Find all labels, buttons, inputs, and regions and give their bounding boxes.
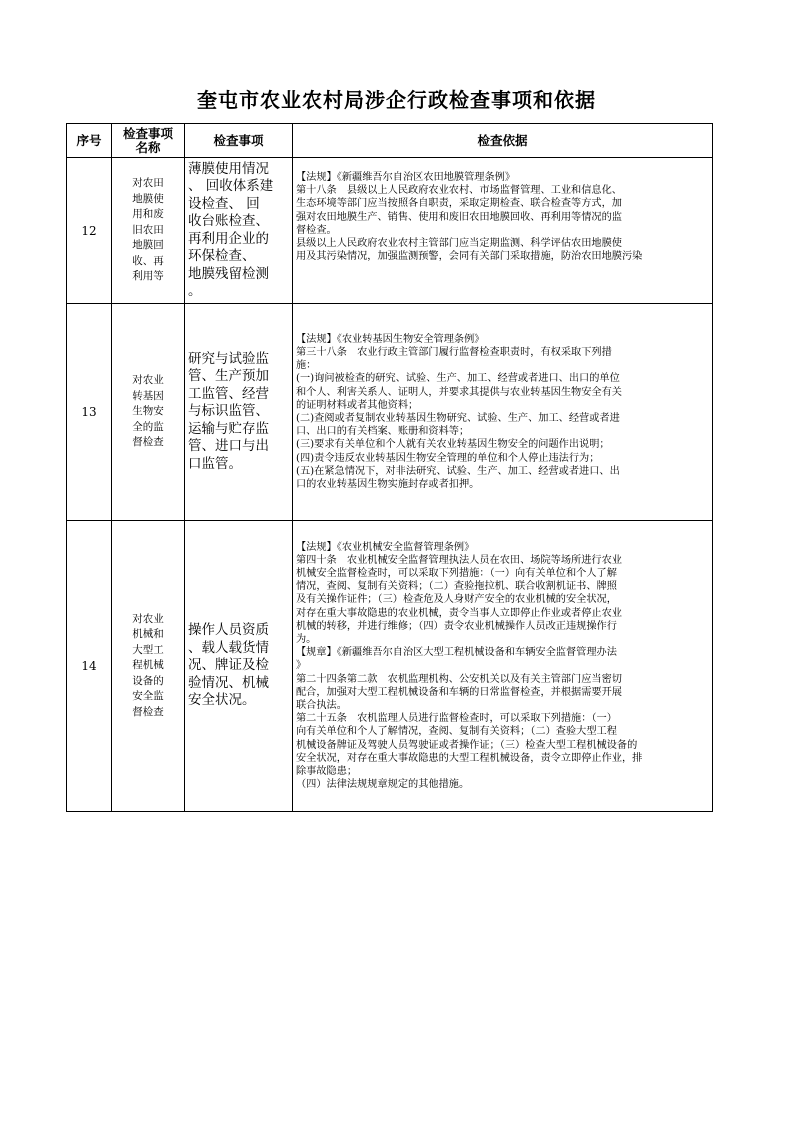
inspection-basis-line: 的证明材料或者其他资料； xyxy=(296,399,419,411)
inspection-basis-line: 机械设备牌证及驾驶人员驾驶证或者操作证；（三）检查大型工程机械设备的 xyxy=(296,739,638,751)
inspection-basis-line: 生态环境等部门应当按照各自职责，采取定期检查、联合检查等方式，加 xyxy=(296,198,622,210)
inspection-item-line: 况、牌证及检 xyxy=(188,657,269,674)
inspection-basis-line: (三)要求有关单位和个人就有关农业转基因生物安全的问题作出说明； xyxy=(296,439,610,451)
inspection-basis-line: 机械的转移，并进行维修；（四）责令农业机械操作人员改正违规操作行 xyxy=(296,620,617,632)
inspection-name-line: 转基因 xyxy=(132,389,164,402)
inspection-basis-line: 安全状况，对存在重大事故隐患的大型工程机械设备，责令立即停止作业，排 xyxy=(296,752,643,764)
inspection-basis-text xyxy=(296,541,709,792)
header-basis: 检查依据 xyxy=(293,124,713,158)
inspection-name-cell xyxy=(112,304,185,521)
inspection-item-line: 薄膜使用情况 xyxy=(188,160,269,177)
inspection-basis-line: 第二十五条 农机监理人员进行监督检查时，可以采取下列措施：（一） xyxy=(296,713,617,725)
row-number: 13 xyxy=(67,304,112,521)
header-name-line1: 检查事项 xyxy=(122,125,173,141)
inspection-name-line: 机械和 xyxy=(132,628,164,641)
inspection-item-line: 研究与试验监 xyxy=(188,350,269,367)
inspection-basis-line: 县级以上人民政府农业农村主管部门应当定期监测、科学评估农田地膜使 xyxy=(296,238,622,250)
inspection-basis-line: 除事故隐患； xyxy=(296,766,358,778)
header-name xyxy=(112,124,185,158)
inspection-basis-line: 口的农业转基因生物实施封存或者扣押。 xyxy=(296,479,480,491)
inspection-item-line: 、 回收体系建 xyxy=(188,178,274,194)
inspection-basis-line: 【法规】《新疆维吾尔自治区农田地膜管理条例》 xyxy=(296,172,516,183)
table-row xyxy=(67,158,713,304)
inspection-item-line: 、载人载货情 xyxy=(188,639,269,656)
inspection-name-line: 利用等 xyxy=(132,270,164,283)
inspection-item-line: 验情况、机械 xyxy=(188,674,269,691)
inspection-basis-line: 第三十八条 农业行政主管部门履行监督检查职责时，有权采取下列措 xyxy=(296,346,612,358)
inspection-basis-line: (一)询问被检查的研究、试验、生产、加工、经营或者进口、出口的单位 xyxy=(296,373,620,385)
inspection-item-cell xyxy=(185,521,293,812)
table-row xyxy=(67,304,713,521)
inspection-name-line: 收、再 xyxy=(132,254,164,267)
inspection-name-line: 对农业 xyxy=(132,374,164,387)
inspection-basis-line: 和个人、利害关系人、证明人，并要求其提供与农业转基因生物安全有关 xyxy=(296,386,622,398)
inspection-basis-line: 第四十条 农业机械安全监督管理执法人员在农田、场院等场所进行农业 xyxy=(296,554,622,566)
inspection-basis-line: 为。 xyxy=(296,633,317,645)
inspection-basis-line: 口、出口的有关档案、账册和资料等； xyxy=(296,426,470,438)
inspection-item-line: 再利用企业的 xyxy=(188,230,269,247)
inspection-item-line: 地膜残留检测 xyxy=(188,265,269,282)
inspection-basis-line: 及有关操作证件；（三）检查危及人身财产安全的农业机械的安全状况， xyxy=(296,594,617,606)
inspection-basis-line: 联合执法。 xyxy=(296,700,347,711)
inspection-basis-line: 情况，查阅、复制有关资料；（二）查验拖拉机、联合收割机证书、牌照 xyxy=(296,581,617,593)
inspection-item-line: 运输与贮存监 xyxy=(188,420,269,437)
inspection-basis-line: 督检查。 xyxy=(296,224,337,236)
inspection-item-cell xyxy=(185,158,293,304)
inspection-basis-line: (五)在紧急情况下，对非法研究、试验、生产、加工、经营或者进口、出 xyxy=(296,465,620,477)
inspection-name-line: 设备的 xyxy=(132,674,164,687)
inspection-name-cell xyxy=(112,158,185,304)
inspection-name-cell xyxy=(112,521,185,812)
inspection-basis-line: (四)责令违反农业转基因生物安全管理的单位和个人停止违法行为； xyxy=(296,452,600,464)
inspection-item-line: 管、进口与出 xyxy=(188,438,269,455)
inspection-name-line: 用和废 xyxy=(132,208,164,221)
inspection-item-line: 。 xyxy=(188,283,202,299)
inspection-basis-text xyxy=(296,159,709,302)
inspection-basis-cell xyxy=(293,304,713,521)
inspection-basis-cell xyxy=(293,521,713,812)
inspection-item-line: 安全状况。 xyxy=(188,692,256,709)
inspection-name-line: 生物安 xyxy=(132,405,164,418)
inspection-basis-line: 向有关单位和个人了解情况，查阅、复制有关资料；（二）查验大型工程 xyxy=(296,726,617,738)
inspection-name-line: 大型工 xyxy=(132,643,164,656)
inspection-basis-line: 强对农田地膜生产、销售、使用和废旧农田地膜回收、再利用等情况的监 xyxy=(296,211,622,223)
header-no: 序号 xyxy=(67,124,112,158)
inspection-item-line: 与标识监管、 xyxy=(188,403,269,420)
inspection-name-line: 地膜使 xyxy=(132,192,164,205)
inspection-name-line: 对农业 xyxy=(132,612,164,625)
row-number: 12 xyxy=(67,158,112,304)
inspection-basis-line: 【法规】《农业转基因生物安全管理条例》 xyxy=(296,333,485,345)
inspection-name-line: 对农田 xyxy=(132,177,164,190)
inspection-basis-line: （四）法律法规规章规定的其他措施。 xyxy=(296,779,470,791)
header-name-line2: 名称 xyxy=(135,139,161,155)
inspection-name-line: 安全监 xyxy=(132,690,164,703)
inspection-basis-line: 》 xyxy=(296,660,307,672)
inspection-item-line: 收台账检查、 xyxy=(188,213,269,229)
inspection-name-line: 地膜回 xyxy=(132,239,164,252)
inspection-item-line: 操作人员资质 xyxy=(188,622,269,639)
inspection-basis-line: 【法规】《农业机械安全监督管理条例》 xyxy=(296,541,475,553)
inspection-table xyxy=(66,123,713,812)
inspection-basis-line: 第二十四条第二款 农机监理机构、公安机关以及有关主管部门应当密切 xyxy=(296,673,622,685)
inspection-name-line: 督检查 xyxy=(132,436,164,449)
table-row xyxy=(67,521,713,812)
inspection-item-line: 管、生产预加 xyxy=(188,368,269,385)
inspection-basis-text xyxy=(296,333,709,491)
inspection-name-line: 旧农田 xyxy=(132,223,164,236)
inspection-basis-line: 用及其污染情况，加强监测预警，会同有关部门采取措施，防治农田地膜污染 xyxy=(296,251,643,263)
inspection-name-line: 程机械 xyxy=(132,659,164,672)
inspection-item-line: 设检查、 回 xyxy=(188,195,260,212)
inspection-basis-line: 【规章】《新疆维吾尔自治区大型工程机械设备和车辆安全监督管理办法 xyxy=(296,647,617,659)
inspection-item-line: 环保检查、 xyxy=(188,248,256,264)
row-number: 14 xyxy=(67,521,112,812)
inspection-basis-line: 施： xyxy=(296,360,317,372)
inspection-item-line: 口监管。 xyxy=(188,455,242,472)
inspection-basis-line: 第十八条 县级以上人民政府农业农村、市场监督管理、工业和信息化、 xyxy=(296,185,622,197)
inspection-basis-line: 对存在重大事故隐患的农业机械，责令当事人立即停止作业或者停止农业 xyxy=(296,607,622,619)
table-header-row xyxy=(67,124,713,158)
inspection-basis-line: 配合，加强对大型工程机械设备和车辆的日常监督检查，并根据需要开展 xyxy=(296,686,622,698)
inspection-name-line: 督检查 xyxy=(132,705,164,718)
header-item: 检查事项 xyxy=(185,124,293,158)
inspection-basis-cell xyxy=(293,158,713,304)
inspection-name-line: 全的监 xyxy=(132,420,164,433)
page-title: 奎屯市农业农村局涉企行政检查事项和依据 xyxy=(197,88,596,112)
inspection-item-line: 工监管、经营 xyxy=(188,385,269,402)
inspection-item-cell xyxy=(185,304,293,521)
inspection-basis-line: (二)查阅或者复制农业转基因生物研究、试验、生产、加工、经营或者进 xyxy=(296,413,620,424)
inspection-basis-line: 机械安全监督检查时，可以采取下列措施：（一）向有关单位和个人了解 xyxy=(296,567,617,579)
